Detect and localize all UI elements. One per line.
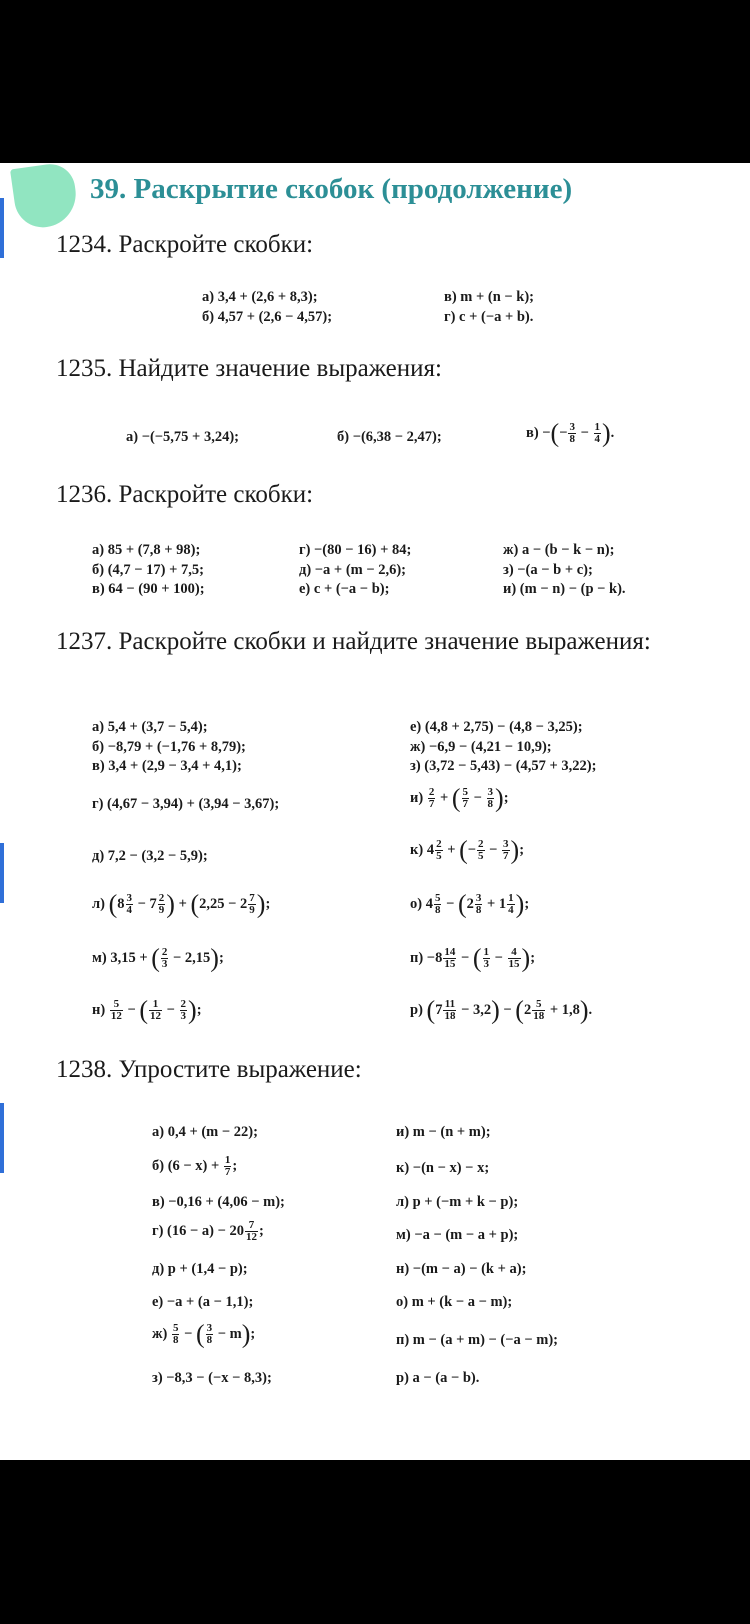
problem-1238-header: 1238. Упростите выражение: [56, 1056, 362, 1083]
problem-item: л) p + (−m + k − p); [396, 1194, 519, 1210]
problem-item: з) (3,72 − 5,43) − (4,57 + 3,22); [410, 758, 597, 774]
problem-item: м) −a − (m − a + p); [396, 1227, 519, 1243]
problem-item: б) −8,79 + (−1,76 + 8,79); [92, 738, 246, 755]
problem-item-fraction: л) (8 $\frac{3}{4}$ − 7 $\frac{2}{9}$ ) + (2,25 − 2 $\frac{7}{9}$ ); [92, 889, 271, 919]
problem-1237-left [92, 718, 246, 777]
problem-item: б) (4,7 − 17) + 7,5; [92, 561, 204, 578]
label: . [610, 424, 615, 441]
problem-item: п) m − (a + m) − (−a − m); [396, 1332, 558, 1348]
problem-item-fraction: и) $\frac{2}{7}$ + ( $\frac{5}{7}$ − $\frac{3}{8}$ ); [410, 783, 509, 813]
label: м) 3,15 + [92, 949, 148, 966]
problem-item-fraction: б) (6 − x) + $\frac{1}{7}$ ; [152, 1154, 238, 1178]
edge-bar [0, 843, 4, 903]
label: г) (16 − a) − 20 [152, 1222, 244, 1239]
problem-item: е) (4,8 + 2,75) − (4,8 − 3,25); [410, 719, 583, 735]
problem-item: в) m + (n − k); [444, 289, 535, 305]
problem-item: н) −(m − a) − (k + a); [396, 1261, 527, 1277]
problem-item: д) −a + (m − 2,6); [299, 561, 407, 578]
problem-item: в) 3,4 + (2,9 − 3,4 + 4,1); [92, 758, 242, 774]
problem-item: а) 0,4 + (m − 22); [152, 1124, 258, 1140]
denominator: 4 [594, 433, 600, 445]
problem-item: и) (m − n) − (p − k). [503, 581, 626, 597]
problem-1237-right [410, 718, 596, 777]
problem-item: б) 4,57 + (2,6 − 4,57); [202, 308, 333, 325]
problem-item: е) c + (−a − b); [299, 581, 390, 597]
label: к) [410, 841, 424, 858]
textbook-page [0, 163, 750, 1460]
problem-1236-col2 [299, 541, 411, 600]
problem-item-fraction: п) −8 $\frac{14}{15}$ − ( $\frac{1}{3}$ − $\frac{4}{15}$ ); [410, 943, 536, 973]
problem-item: р) a − (a − b). [396, 1370, 480, 1386]
problem-item: ж) −6,9 − (4,21 − 10,9); [410, 738, 552, 755]
section-title: 39. Раскрытие скобок (продолжение) [90, 173, 573, 205]
problem-item: о) m + (k − a − m); [396, 1294, 513, 1310]
label: и) [410, 789, 424, 806]
problem-1234-col2 [444, 288, 534, 327]
label: ж) [152, 1325, 168, 1342]
problem-1236-header: 1236. Раскройте скобки: [56, 481, 314, 508]
numerator: 1 [594, 421, 600, 433]
problem-item: к) −(n − x) − x; [396, 1160, 490, 1176]
label: н) [92, 1001, 106, 1018]
label: л) [92, 895, 105, 912]
problem-item: б) −(6,38 − 2,47); [337, 429, 442, 445]
problem-item: в) 64 − (90 + 100); [92, 581, 205, 597]
problem-1237-header: 1237. Раскройте скобки и найдите значение выражения: [56, 628, 651, 655]
label: в) − [526, 424, 551, 441]
highlight-marker [10, 163, 80, 231]
problem-item-fraction: ж) $\frac{5}{8}$ − ( $\frac{3}{8}$ − m); [152, 1319, 256, 1349]
problem-item-fraction: н) $\frac{5}{12}$ − ( $\frac{1}{12}$ − $\frac{2}{3}$ ); [92, 995, 202, 1025]
problem-item-fraction: о) 4 $\frac{5}{8}$ − (2 $\frac{3}{8}$ + 1 $\frac{1}{4}$ ); [410, 889, 530, 919]
problem-item: г) (4,67 − 3,94) + (3,94 − 3,67); [92, 796, 280, 812]
problem-1234-col1 [202, 288, 332, 327]
problem-1234-header: 1234. Раскройте скобки: [56, 231, 314, 258]
problem-item: а) 3,4 + (2,6 + 8,3); [202, 289, 318, 305]
label: о) [410, 895, 423, 912]
problem-item-fraction: в) −(− $\frac{3}{8}$ − $\frac{1}{4}$ ). [526, 418, 615, 448]
problem-item: з) −(a − b + c); [503, 561, 593, 578]
problem-item: з) −8,3 − (−x − 8,3); [152, 1370, 272, 1386]
denominator: 8 [569, 433, 575, 445]
problem-item: е) −a + (a − 1,1); [152, 1294, 254, 1310]
problem-item: в) −0,16 + (4,06 − m); [152, 1194, 285, 1210]
edge-bar [0, 1103, 4, 1173]
label: б) (6 − x) + [152, 1157, 220, 1174]
problem-item: ж) a − (b − k − n); [503, 542, 615, 558]
label: п) −8 [410, 949, 443, 966]
problem-item: а) 5,4 + (3,7 − 5,4); [92, 719, 208, 735]
problem-item: г) c + (−a + b). [444, 308, 534, 325]
problem-item: и) m − (n + m); [396, 1124, 491, 1140]
problem-item: а) 85 + (7,8 + 98); [92, 542, 201, 558]
label: р) [410, 1001, 423, 1018]
problem-item: г) −(80 − 16) + 84; [299, 542, 412, 558]
problem-1236-col1 [92, 541, 205, 600]
edge-bar [0, 198, 4, 258]
problem-item: а) −(−5,75 + 3,24); [126, 429, 239, 445]
problem-item-fraction: р) (7 $\frac{11}{18}$ − 3,2) − (2 $\frac{5}{18}$ + 1,8). [410, 995, 593, 1025]
problem-1236-col3 [503, 541, 626, 600]
problem-item: д) 7,2 − (3,2 − 5,9); [92, 848, 208, 864]
problem-1235-header: 1235. Найдите значение выражения: [56, 355, 442, 382]
problem-item-fraction: г) (16 − a) − 20 $\frac{7}{12}$ ; [152, 1219, 264, 1243]
problem-item: д) p + (1,4 − p); [152, 1261, 248, 1277]
problem-item-fraction: м) 3,15 + ( $\frac{2}{3}$ − 2,15); [92, 943, 224, 973]
numerator: 3 [569, 421, 575, 433]
problem-item-fraction: к) 4 $\frac{2}{5}$ + (− $\frac{2}{5}$ − $\frac{3}{7}$ ); [410, 835, 525, 865]
